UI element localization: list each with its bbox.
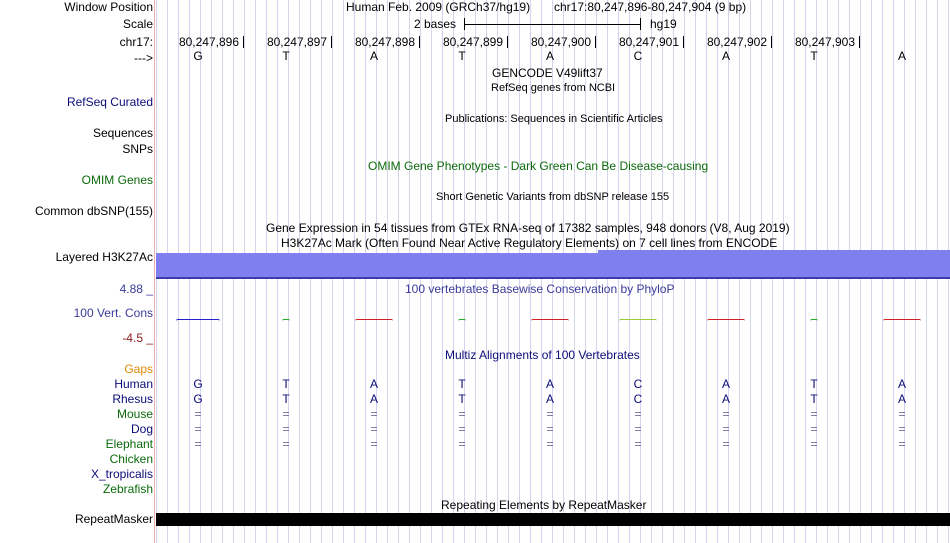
position-label: 80,247,896 bbox=[178, 35, 239, 49]
alignment-base: T bbox=[458, 377, 466, 391]
chromosome-label: chr17: bbox=[119, 35, 153, 49]
strand-base: A bbox=[545, 49, 554, 63]
alignment-base: A bbox=[369, 377, 378, 391]
track-area[interactable] bbox=[156, 0, 950, 543]
alignment-base: = bbox=[282, 422, 290, 436]
position-tick bbox=[507, 36, 508, 48]
position-label: 80,247,898 bbox=[354, 35, 415, 49]
alignment-base: = bbox=[634, 422, 642, 436]
alignment-base: A bbox=[897, 377, 906, 391]
repeatmasker-block bbox=[156, 513, 950, 526]
dbsnp-track-title[interactable]: Short Genetic Variants from dbSNP release 155 bbox=[436, 191, 670, 203]
publications-track-title[interactable]: Publications: Sequences in Scientific Articles bbox=[445, 113, 663, 125]
position-tick bbox=[859, 36, 860, 48]
species-label[interactable]: Dog bbox=[130, 422, 153, 436]
conservation-mark bbox=[176, 319, 220, 323]
alignment-base: = bbox=[370, 407, 378, 421]
alignment-base: T bbox=[810, 392, 818, 406]
conservation-min-label: -4.5 _ bbox=[122, 331, 153, 345]
strand-base: G bbox=[193, 49, 203, 63]
scale-bar bbox=[464, 24, 640, 25]
snps-label[interactable]: SNPs bbox=[122, 142, 153, 156]
alignment-base: = bbox=[194, 437, 202, 451]
scale-bar-right-tick bbox=[640, 18, 641, 30]
window-position-label: Window Position bbox=[64, 0, 153, 14]
conservation-mark bbox=[282, 319, 290, 323]
alignment-base: = bbox=[898, 422, 906, 436]
alignment-base: A bbox=[721, 392, 730, 406]
alignment-base: = bbox=[722, 437, 730, 451]
position-tick bbox=[331, 36, 332, 48]
alignment-base: T bbox=[810, 377, 818, 391]
alignment-base: = bbox=[898, 407, 906, 421]
alignment-base: A bbox=[897, 392, 906, 406]
position-tick bbox=[419, 36, 420, 48]
strand-base: A bbox=[369, 49, 378, 63]
alignment-base: A bbox=[721, 377, 730, 391]
position-label: 80,247,899 bbox=[442, 35, 503, 49]
position-tick bbox=[771, 36, 772, 48]
position-tick bbox=[243, 36, 244, 48]
alignment-base: = bbox=[458, 407, 466, 421]
alignment-base: = bbox=[458, 437, 466, 451]
species-label[interactable]: Elephant bbox=[105, 437, 153, 451]
gtex-track-title[interactable]: Gene Expression in 54 tissues from GTEx RNA-seq of 17382 samples, 948 donors (V8, Aug 2019) bbox=[266, 221, 790, 235]
position-label: 80,247,901 bbox=[618, 35, 679, 49]
alignment-base: = bbox=[722, 422, 730, 436]
h3k27ac-signal-left bbox=[156, 253, 598, 277]
alignment-base: G bbox=[193, 377, 203, 391]
strand-base: T bbox=[282, 49, 290, 63]
alignment-base: = bbox=[282, 407, 290, 421]
position-tick bbox=[595, 36, 596, 48]
window-range: chr17:80,247,896-80,247,904 (9 bp) bbox=[554, 0, 747, 14]
position-label: 80,247,903 bbox=[794, 35, 855, 49]
species-label[interactable]: Rhesus bbox=[112, 392, 153, 406]
alignment-base: T bbox=[282, 377, 290, 391]
scale-label: Scale bbox=[122, 17, 153, 31]
h3k27ac-signal-right bbox=[598, 250, 950, 277]
conservation-mark bbox=[883, 319, 921, 323]
alignment-base: = bbox=[810, 422, 818, 436]
species-label[interactable]: Zebrafish bbox=[102, 482, 153, 496]
alignment-base: T bbox=[282, 392, 290, 406]
species-label[interactable]: X_tropicalis bbox=[90, 467, 153, 481]
alignment-base: = bbox=[194, 407, 202, 421]
vert-cons-label[interactable]: 100 Vert. Cons bbox=[73, 306, 153, 320]
alignment-base: C bbox=[633, 392, 643, 406]
repeatmasker-label[interactable]: RepeatMasker bbox=[74, 512, 153, 526]
alignment-base: = bbox=[282, 437, 290, 451]
sequences-label[interactable]: Sequences bbox=[92, 126, 153, 140]
scale-assembly: hg19 bbox=[650, 17, 677, 31]
scale-length: 2 bases bbox=[414, 17, 457, 31]
label-divider bbox=[154, 0, 155, 543]
alignment-base: = bbox=[370, 422, 378, 436]
layered-h3k27ac-label[interactable]: Layered H3K27Ac bbox=[55, 250, 153, 264]
common-dbsnp-label[interactable]: Common dbSNP(155) bbox=[34, 204, 153, 218]
position-label: 80,247,900 bbox=[530, 35, 591, 49]
species-label[interactable]: Human bbox=[114, 377, 153, 391]
alignment-base: = bbox=[370, 437, 378, 451]
alignment-base: = bbox=[634, 437, 642, 451]
strand-base: A bbox=[897, 49, 906, 63]
strand-base: T bbox=[810, 49, 818, 63]
refseq-track-title[interactable]: RefSeq genes from NCBI bbox=[491, 82, 616, 94]
alignment-base: = bbox=[810, 407, 818, 421]
omim-track-title[interactable]: OMIM Gene Phenotypes - Dark Green Can Be Disease-causing bbox=[368, 159, 709, 173]
alignment-base: = bbox=[898, 437, 906, 451]
alignment-base: G bbox=[193, 392, 203, 406]
omim-genes-label[interactable]: OMIM Genes bbox=[81, 173, 153, 187]
alignment-base: = bbox=[458, 422, 466, 436]
species-label[interactable]: Mouse bbox=[116, 407, 153, 421]
h3k27ac-baseline bbox=[156, 277, 950, 279]
h3k27ac-track-title[interactable]: H3K27Ac Mark (Often Found Near Active Regulatory Elements) on 7 cell lines from ENCODE bbox=[281, 236, 778, 250]
conservation-max-label: 4.88 _ bbox=[119, 282, 153, 296]
strand-base: T bbox=[458, 49, 466, 63]
alignment-base: = bbox=[634, 407, 642, 421]
repeatmasker-track-title[interactable]: Repeating Elements by RepeatMasker bbox=[441, 498, 647, 512]
alignment-base: = bbox=[546, 437, 554, 451]
conservation-mark bbox=[810, 319, 818, 323]
position-tick bbox=[683, 36, 684, 48]
gencode-track-title[interactable]: GENCODE V49lift37 bbox=[492, 66, 603, 80]
position-label: 80,247,902 bbox=[706, 35, 767, 49]
alignment-base: A bbox=[369, 392, 378, 406]
conservation-mark bbox=[531, 319, 569, 323]
conservation-mark bbox=[355, 319, 393, 323]
alignment-base: A bbox=[545, 377, 554, 391]
alignment-base: = bbox=[722, 407, 730, 421]
alignment-base: = bbox=[194, 422, 202, 436]
conservation-mark bbox=[707, 319, 745, 323]
strand-base: C bbox=[633, 49, 643, 63]
refseq-curated-label[interactable]: RefSeq Curated bbox=[66, 95, 153, 109]
conservation-track-title[interactable]: 100 vertebrates Basewise Conservation by PhyloP bbox=[405, 282, 675, 296]
side-labels-panel bbox=[0, 0, 155, 543]
alignment-base: = bbox=[546, 422, 554, 436]
strand-base: A bbox=[721, 49, 730, 63]
alignment-base: T bbox=[458, 392, 466, 406]
conservation-mark bbox=[619, 319, 657, 323]
strand-label: ---> bbox=[134, 51, 153, 65]
alignment-base: = bbox=[546, 407, 554, 421]
alignment-base: A bbox=[545, 392, 554, 406]
position-label: 80,247,897 bbox=[266, 35, 327, 49]
conservation-mark bbox=[458, 319, 466, 323]
species-label[interactable]: Chicken bbox=[109, 452, 153, 466]
alignment-base: C bbox=[633, 377, 643, 391]
gaps-label: Gaps bbox=[124, 362, 153, 376]
assembly-title: Human Feb. 2009 (GRCh37/hg19) bbox=[346, 0, 531, 14]
multiz-track-title[interactable]: Multiz Alignments of 100 Vertebrates bbox=[445, 348, 640, 362]
alignment-base: = bbox=[810, 437, 818, 451]
